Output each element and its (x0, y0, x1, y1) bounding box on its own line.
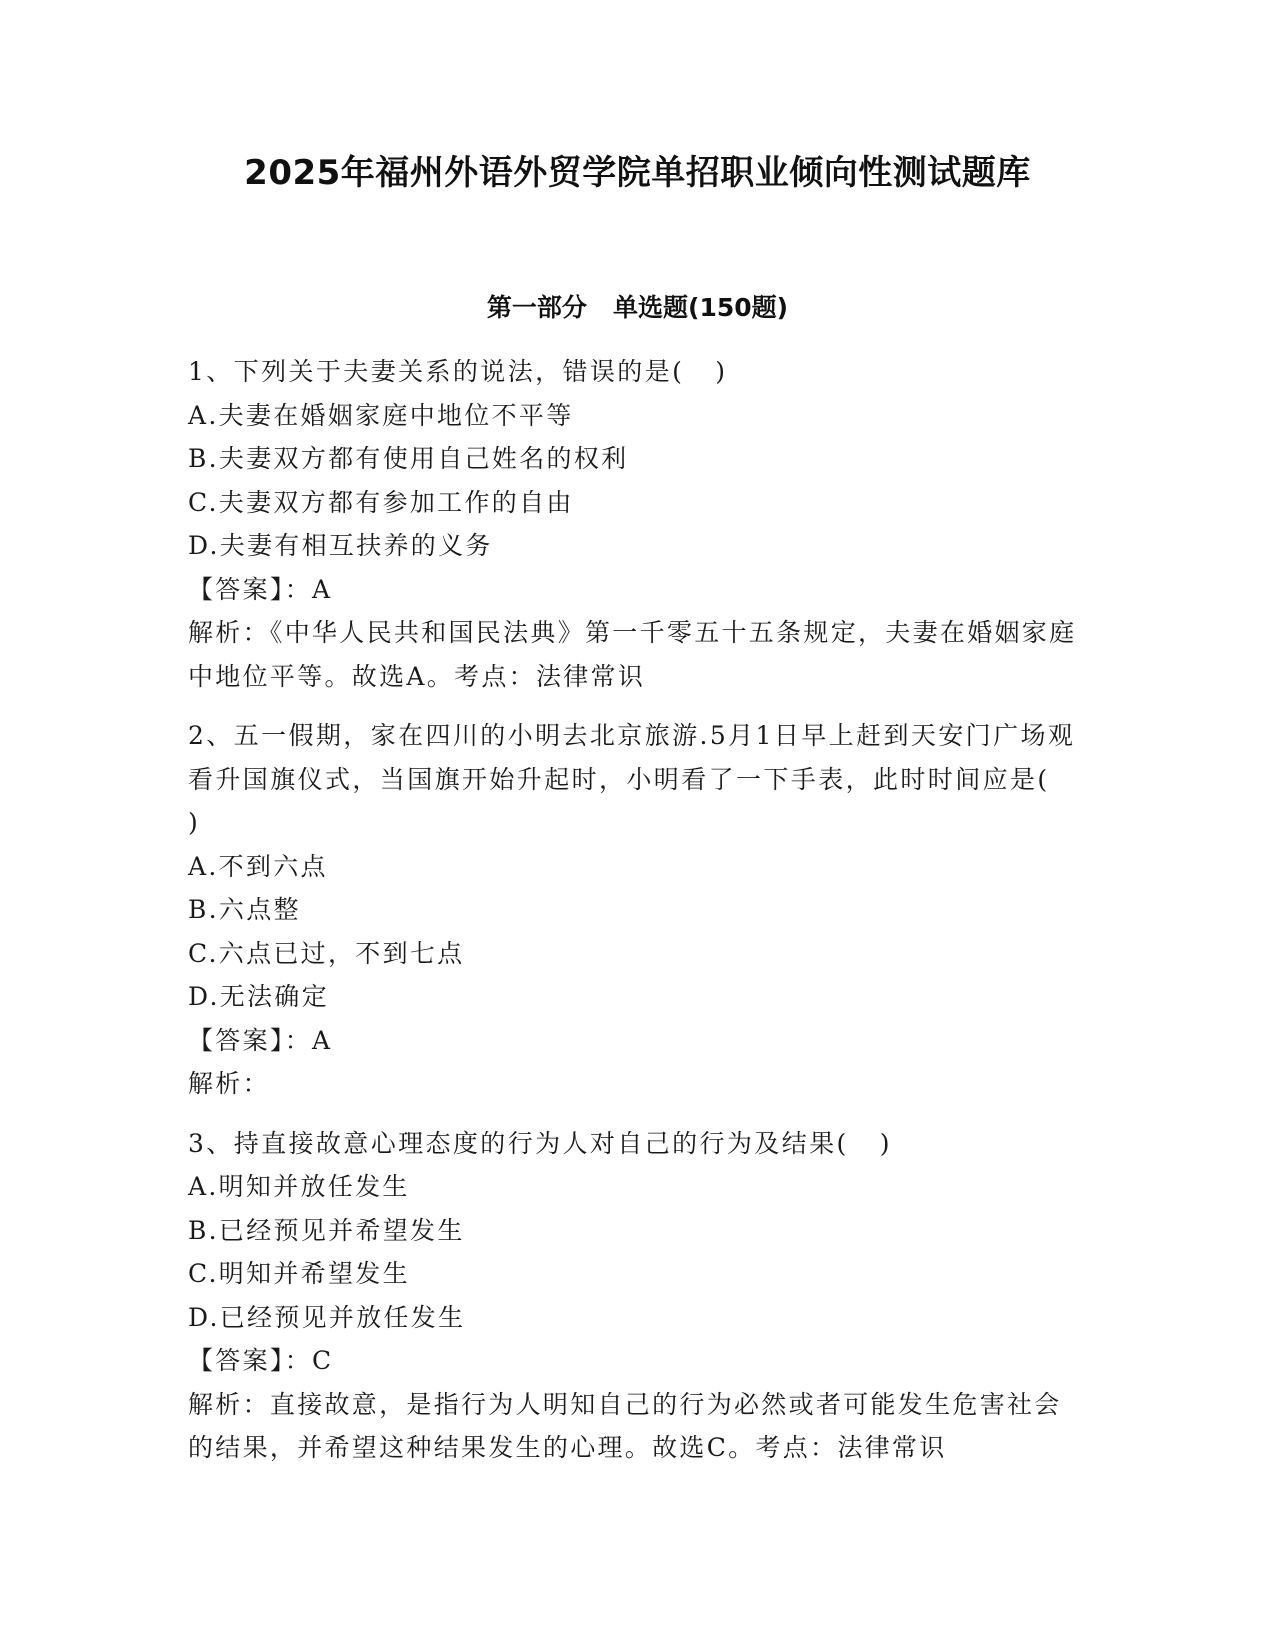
question-1 (188, 350, 1088, 698)
question-list (188, 350, 1088, 1470)
option-d: D.无法确定 (188, 982, 329, 1011)
option-b: B.已经预见并希望发生 (188, 1215, 465, 1245)
question-2 (188, 714, 1088, 1106)
question-stem: 2、五一假期，家在四川的小明去北京旅游.5月1日早上赶到天安门广场观看升国旗仪式，当国旗开始升起时，小明看了一下手表，此时时间应是( ) (188, 721, 1081, 837)
option-d: D.已经预见并放任发生 (188, 1302, 466, 1332)
section-title: 第一部分 单选题(150题) (486, 293, 789, 322)
option-a: A.不到六点 (188, 851, 328, 881)
option-c: C.夫妻双方都有参加工作的自由 (188, 487, 574, 517)
question-3 (188, 1122, 1088, 1470)
option-d: D.夫妻有相互扶养的义务 (188, 531, 493, 560)
option-c: C.六点已过，不到七点 (188, 938, 465, 968)
analysis-text: 解析：《中华人民共和国民法典》第一千零五十五条规定，夫妻在婚姻家庭中地位平等。故选A。考点：法律常识 (188, 618, 1077, 691)
answer-line: 【答案】：A (188, 1025, 333, 1055)
option-a: A.明知并放任发生 (188, 1172, 410, 1201)
analysis-text: 解析： (188, 1069, 270, 1098)
question-stem: 1、下列关于夫妻关系的说法，错误的是( ) (188, 357, 728, 386)
document-title: 2025年福州外语外贸学院单招职业倾向性测试题库 (244, 153, 1031, 193)
analysis-text: 解析：直接故意，是指行为人明知自己的行为必然或者可能发生危害社会的结果，并希望这种结果发生的心理。故选C。考点：法律常识 (188, 1389, 1062, 1462)
question-stem: 3、持直接故意心理态度的行为人对自己的行为及结果( ) (188, 1128, 892, 1158)
answer-line: 【答案】：C (188, 1346, 334, 1375)
option-a: A.夫妻在婚姻家庭中地位不平等 (188, 400, 574, 430)
option-c: C.明知并希望发生 (188, 1259, 410, 1288)
option-b: B.六点整 (188, 895, 301, 924)
answer-line: 【答案】：A (188, 574, 333, 604)
option-b: B.夫妻双方都有使用自己姓名的权利 (188, 444, 629, 473)
